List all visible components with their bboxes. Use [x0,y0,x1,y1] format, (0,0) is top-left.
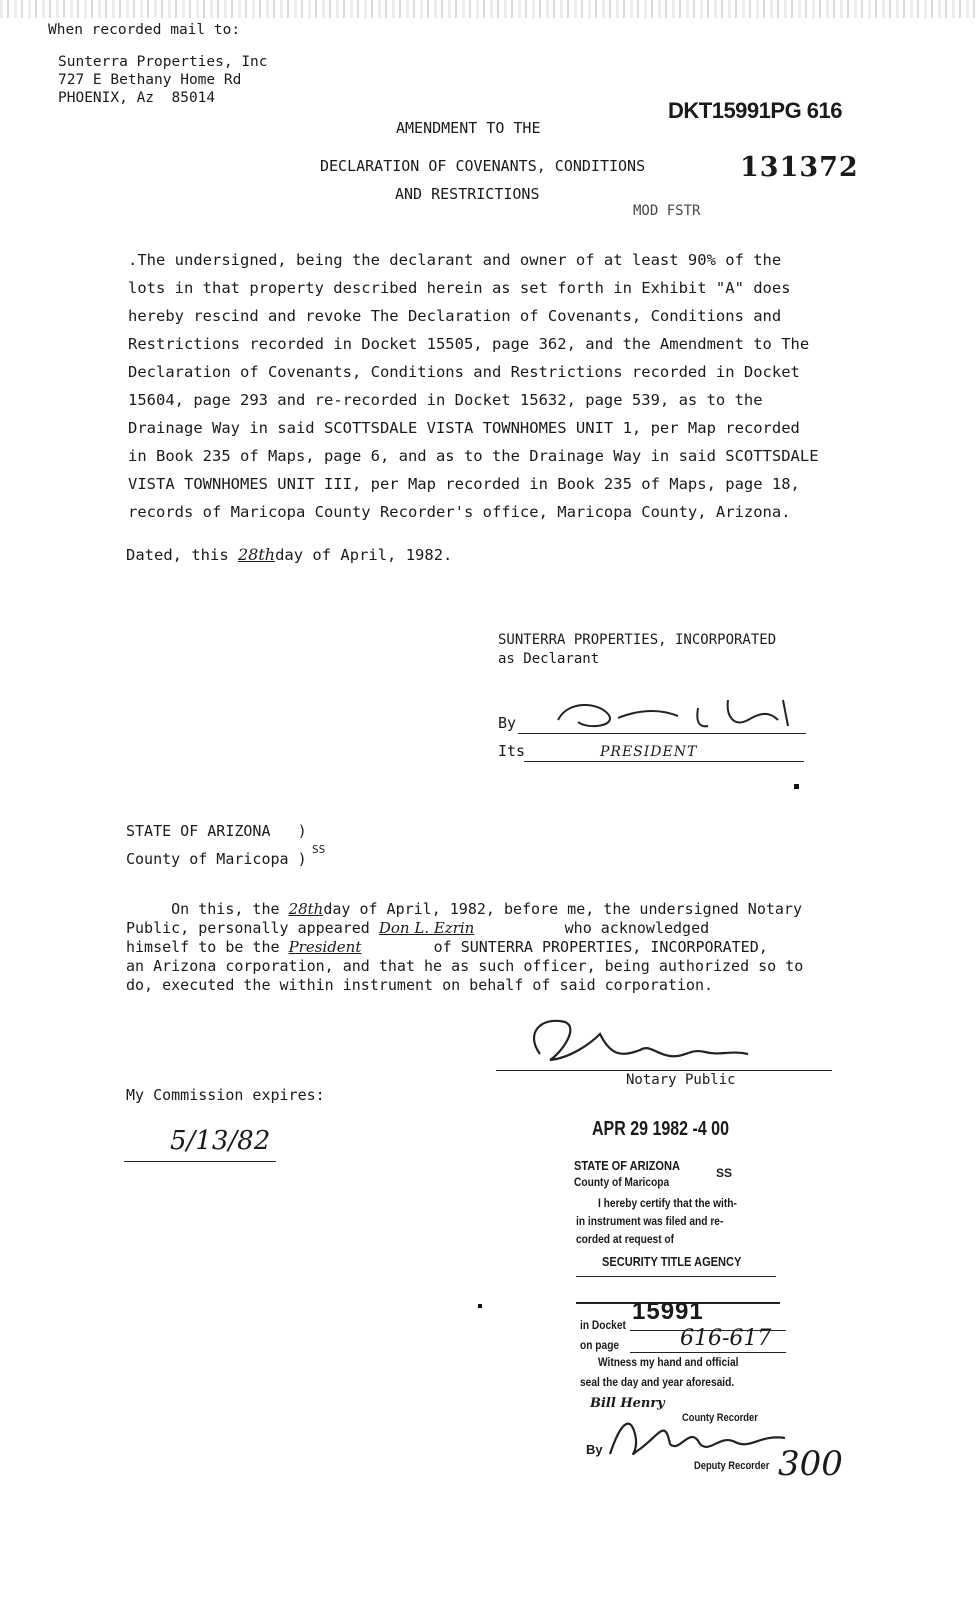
scan-noise-strip [0,0,976,18]
recorder-agency-line [576,1276,776,1277]
ack-line-2 [126,919,846,938]
scan-speck [794,784,799,789]
venue-county: County of Maricopa ) [126,850,307,868]
mail-to-street: 727 E Bethany Home Rd [58,72,242,88]
body-line: .The undersigned, being the declarant and owner of at least 90% of the [128,251,782,269]
declarant-company: SUNTERRA PROPERTIES, INCORPORATED [498,632,777,648]
ack-text: who acknowledged [474,919,710,937]
title-line-2: DECLARATION OF COVENANTS, CONDITIONS [320,157,646,175]
ack-day-handwritten: 28th [288,900,324,918]
title-line-1: AMENDMENT TO THE [396,119,541,137]
ack-text: day of April, 1982, before me, the undersigned Notary [323,900,802,918]
venue-ss: SS [312,843,326,856]
recorder-name: Bill Henry [590,1396,665,1411]
declarant-its-value: PRESIDENT [600,744,698,760]
body-line: 15604, page 293 and re-recorded in Docket 15632, page 539, as to the [128,391,763,409]
recorder-cert-1: I hereby certify that the with- [598,1196,737,1210]
body-line: Declaration of Covenants, Conditions and Restrictions recorded in Docket [128,363,800,381]
recorder-agency: SECURITY TITLE AGENCY [602,1254,742,1269]
ack-line-3 [126,938,846,957]
dated-day-handwritten: 28th [237,545,276,564]
declarant-role: as Declarant [498,651,600,667]
recorder-docket-value: 15991 [632,1298,704,1325]
body-line: VISTA TOWNHOMES UNIT III, per Map recorded in Book 235 of Maps, page 18, [128,475,800,493]
deputy-signature [600,1404,800,1464]
body-line: in Book 235 of Maps, page 6, and as to the Drainage Way in said SCOTTSDALE [128,447,819,465]
body-line: Restrictions recorded in Docket 15505, page 362, and the Amendment to The [128,335,810,353]
dated-suffix: day of April, 1982. [275,546,453,564]
ack-text: On this, the [126,900,289,918]
ack-line-4: an Arizona corporation, and that he as such officer, being authorized so to [126,957,804,975]
title-line-3: AND RESTRICTIONS [395,185,540,203]
filed-datetime-stamp: APR 29 1982 -4 00 [592,1118,729,1140]
dated-prefix: Dated, this [126,546,238,564]
recorder-title: County Recorder [682,1412,758,1424]
body-line: Drainage Way in said SCOTTSDALE VISTA TOWNHOMES UNIT 1, per Map recorded [128,419,800,437]
recording-fee-handwritten: 300 [778,1444,843,1484]
body-line: lots in that property described herein as set forth in Exhibit "A" does [128,279,791,297]
declarant-by-label: By [498,714,517,732]
commission-date-handwritten: 5/13/82 [170,1126,271,1156]
ack-title-handwritten: President [288,938,362,956]
recorder-cert-3: corded at request of [576,1232,675,1246]
record-number-stamp: 131372 [740,152,859,183]
dated-line [126,545,452,564]
commission-label: My Commission expires: [126,1086,325,1104]
ack-line-5: do, executed the within instrument on behalf of said corporation. [126,976,713,994]
notary-signature-line [496,1070,832,1071]
deputy-label: Deputy Recorder [694,1460,770,1472]
declarant-signature [548,690,818,740]
rescission-paragraph [128,246,818,526]
mail-to-label: When recorded mail to: [48,22,241,38]
ack-line-1 [126,900,846,919]
recorder-witness-1: Witness my hand and official [598,1355,739,1369]
notary-label: Notary Public [626,1072,736,1088]
declarant-its-line [524,761,804,762]
recorder-page-value-handwritten: 616-617 [680,1326,772,1351]
mod-stamp: MOD FSTR [633,203,701,219]
body-line: records of Maricopa County Recorder's office, Maricopa County, Arizona. [128,503,791,521]
declarant-its-label: Its [498,742,526,760]
docket-page-stamp: DKT15991PG 616 [668,98,842,123]
ack-text: Public, personally appeared [126,919,379,937]
recorder-docket-label: in Docket [580,1318,626,1332]
recorder-ss: SS [716,1166,733,1180]
body-line: hereby rescind and revoke The Declaration of Covenants, Conditions and [128,307,782,325]
recorder-page-line [630,1352,786,1353]
recorder-county: County of Maricopa [574,1175,670,1189]
recorder-by-label: By [586,1442,603,1457]
commission-line [124,1161,276,1162]
ack-name-handwritten: Don L. Ezrin [378,919,475,937]
acknowledgment-paragraph [126,900,846,995]
notary-signature [520,1014,760,1074]
recorder-cert-2: in instrument was filed and re- [576,1214,724,1228]
venue-state: STATE OF ARIZONA ) [126,822,307,840]
ack-text: of SUNTERRA PROPERTIES, INCORPORATED, [361,938,768,956]
ack-text: himself to be the [126,938,289,956]
recorder-state: STATE OF ARIZONA [574,1158,680,1173]
recorder-page-label: on page [580,1338,620,1352]
mail-to-name: Sunterra Properties, Inc [58,54,268,70]
scan-speck [478,1304,482,1308]
mail-to-city: PHOENIX, Az 85014 [58,90,216,106]
recorder-witness-2: seal the day and year aforesaid. [580,1375,735,1389]
